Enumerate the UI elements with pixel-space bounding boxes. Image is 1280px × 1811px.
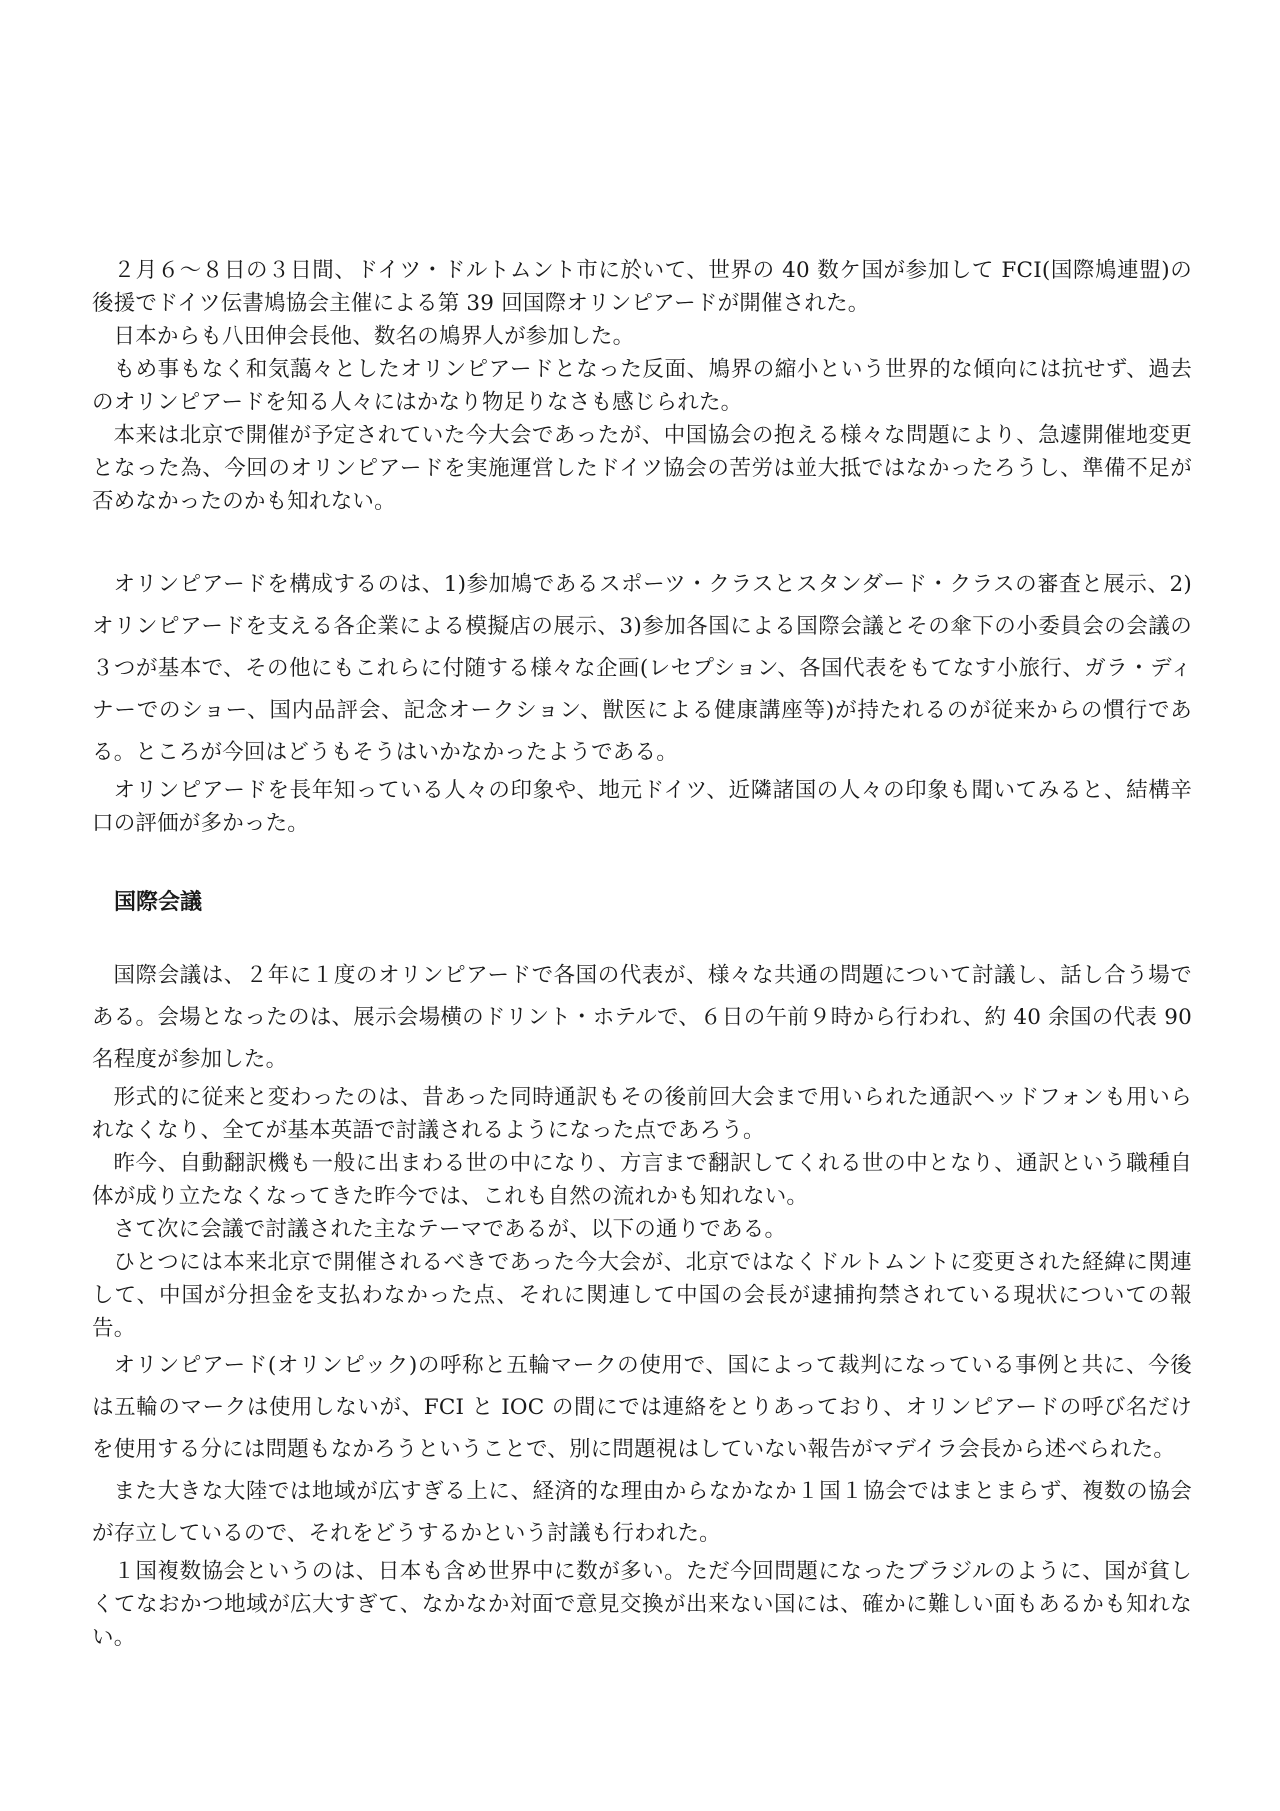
paragraph-impressions: オリンピアードを長年知っている人々の印象や、地元ドイツ、近隣諸国の人々の印象も聞いてみると、結構辛口の評価が多かった。 xyxy=(92,778,1192,836)
paragraph-brazil: １国複数協会というのは、日本も含め世界中に数が多い。ただ今回問題になったブラジルのように、国が貧しくてなおかつ地域が広大すぎて、なかなか対面で意見交換が出来ない国には、確かに難しい面もあるかも知れない。 xyxy=(92,1559,1192,1650)
paragraph-china-report: ひとつには本来北京で開催されるべきであった今大会が、北京ではなくドルトムントに変更された経緯に関連して、中国が分担金を支払わなかった点、それに関連して中国の会長が逮捕拘禁されている現状についての報告。 xyxy=(92,1250,1192,1341)
paragraph-main-themes: さて次に会議で討議された主なテーマであるが、以下の通りである。 xyxy=(113,1217,787,1242)
paragraph-atmosphere: もめ事もなく和気藹々としたオリンピアードとなった反面、鳩界の縮小という世界的な傾向には抗せず、過去のオリンピアードを知る人々にはかなり物足りなさも感じられた。 xyxy=(92,357,1192,415)
paragraph-opening: ２月６～８日の３日間、ドイツ・ドルトムント市に於いて、世界の 40 数ケ国が参加して FCI(国際鳩連盟)の後援でドイツ伝書鳩協会主催による第 39 回国際オリンピアードが開催された。 xyxy=(92,258,1192,316)
document-body xyxy=(92,254,1192,1654)
section-spacer xyxy=(92,840,1192,886)
paragraph-olympiad-name: オリンピアード(オリンピック)の呼称と五輪マークの使用で、国によって裁判になっている事例と共に、今後は五輪のマークは使用しないが、FCI と IOC の間にでは連絡をとりあっており、オリンピアードの呼び名だけを使用する分には問題もなかろうということで、別に問題視はしていない報告がマデイラ会長から述べられた。 xyxy=(92,1353,1192,1462)
section-heading-international-meeting: 国際会議 xyxy=(114,889,203,915)
section-spacer xyxy=(92,919,1192,955)
paragraph-venue-change: 本来は北京で開催が予定されていた今大会であったが、中国協会の抱える様々な問題により、急遽開催地変更となった為、今回のオリンピアードを実施運営したドイツ協会の苦労は並大抵ではなかったろうし、準備不足が否めなかったのかも知れない。 xyxy=(92,423,1192,514)
paragraph-meeting-overview: 国際会議は、２年に１度のオリンピアードで各国の代表が、様々な共通の問題について討議し、話し合う場である。会場となったのは、展示会場横のドリント・ホテルで、６日の午前９時から行われ、約 40 余国の代表 90 名程度が参加した。 xyxy=(92,963,1192,1072)
paragraph-olympiad-structure: オリンピアードを構成するのは、1)参加鳩であるスポーツ・クラスとスタンダード・クラスの審査と展示、2)オリンピアードを支える各企業による模擬店の展示、3)参加各国による国際会議とその傘下の小委員会の会議の３つが基本で、その他にもこれらに付随する様々な企画(レセプション、各国代表をもてなす小旅行、ガラ・ディナーでのショー、国内品評会、記念オークション、獣医による健康講座等)が持たれるのが従来からの慣行である。ところが今回はどうもそうはいかなかったようである。 xyxy=(92,572,1192,765)
paragraph-translation: 昨今、自動翻訳機も一般に出まわる世の中になり、方言まで翻訳してくれる世の中となり、通訳という職種自体が成り立たなくなってきた昨今では、これも自然の流れかも知れない。 xyxy=(92,1151,1192,1209)
section-spacer xyxy=(92,518,1192,564)
paragraph-format-change: 形式的に従来と変わったのは、昔あった同時通訳もその後前回大会まで用いられた通訳ヘッドフォンも用いられなくなり、全てが基本英語で討議されるようになった点であろう。 xyxy=(92,1085,1192,1143)
paragraph-multiple-associations: また大きな大陸では地域が広すぎる上に、経済的な理由からなかなか１国１協会ではまとまらず、複数の協会が存立しているので、それをどうするかという討議も行われた。 xyxy=(92,1479,1192,1546)
paragraph-japan-participation: 日本からも八田伸会長他、数名の鳩界人が参加した。 xyxy=(113,324,635,349)
